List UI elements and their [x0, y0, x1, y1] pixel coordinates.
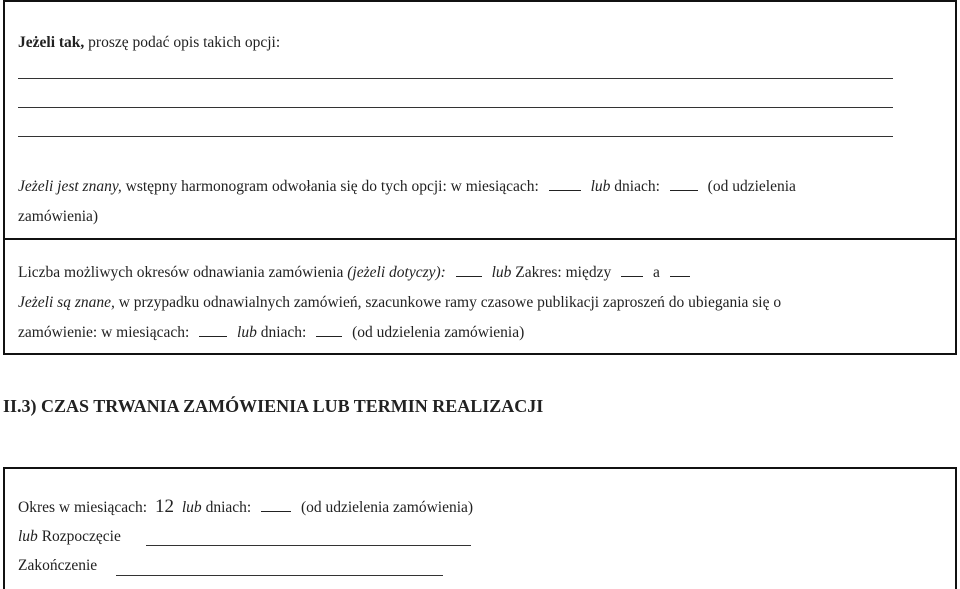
duration-lub: lub: [181, 499, 202, 516]
schedule-text: wstępny harmonogram odwołania się do tych opcji: w miesiącach:: [125, 178, 539, 195]
start-lub: lub: [18, 528, 38, 545]
renewals-italic: (jeżeli dotyczy):: [347, 264, 446, 281]
known-line: [18, 295, 781, 311]
schedule-from: (od udzielenia: [707, 178, 796, 195]
known-days-blank[interactable]: [316, 325, 342, 337]
options-intro: [18, 35, 280, 51]
start-date-field[interactable]: [146, 545, 471, 546]
intro-bold: Jeżeli tak,: [18, 34, 85, 51]
renewals-range: Zakres: między: [515, 264, 612, 281]
schedule-line: [18, 179, 796, 195]
renewals-from-blank[interactable]: [621, 265, 643, 277]
known-text: w przypadku odnawialnych zamówień, szacunkowe ramy czasowe publikacji zaproszeń do ubiegania się o: [118, 294, 782, 311]
renewals-line: [18, 265, 696, 281]
schedule-cont: zamówienia): [18, 208, 99, 225]
schedule-days-blank[interactable]: [670, 179, 698, 191]
schedule-months-blank[interactable]: [549, 179, 581, 191]
end-date-field[interactable]: [116, 575, 443, 576]
renewals-a: a: [653, 264, 660, 281]
known-from: (od udzielenia zamówienia): [352, 324, 525, 341]
schedule-days: dniach:: [614, 178, 660, 195]
months-label: Okres w miesiącach:: [18, 499, 148, 516]
duration-from: (od udzielenia zamówienia): [300, 499, 474, 516]
known-line-2: [18, 325, 524, 341]
duration-box: [3, 467, 957, 589]
days-blank[interactable]: [261, 500, 291, 512]
schedule-lub: lub: [590, 178, 611, 195]
renewals-count-blank[interactable]: [456, 265, 482, 277]
options-line-1: [18, 78, 893, 79]
intro-text: proszę podać opis takich opcji:: [88, 34, 281, 51]
options-line-2: [18, 107, 893, 108]
duration-line: [18, 497, 473, 516]
known-days: dniach:: [260, 324, 307, 341]
section-heading: II.3) CZAS TRWANIA ZAMÓWIENIA LUB TERMIN REALIZACJI: [3, 396, 544, 416]
renewals-lub: lub: [491, 264, 512, 281]
start-label: Rozpoczęcie: [41, 528, 121, 545]
months-value[interactable]: 12: [155, 496, 174, 517]
renewals-to-blank[interactable]: [670, 265, 690, 277]
start-line: [18, 529, 121, 545]
known-lub: lub: [237, 324, 257, 341]
renewals-text: Liczba możliwych okresów odnawiania zamówienia: [18, 264, 344, 281]
end-label: Zakończenie: [18, 557, 98, 574]
known-months-blank[interactable]: [199, 325, 227, 337]
known-italic: Jeżeli są znane,: [18, 294, 115, 311]
schedule-italic: Jeżeli jest znany,: [18, 178, 122, 195]
known-cont: zamówienie: w miesiącach:: [18, 324, 190, 341]
options-line-3: [18, 136, 893, 137]
days-label: dniach:: [205, 499, 252, 516]
